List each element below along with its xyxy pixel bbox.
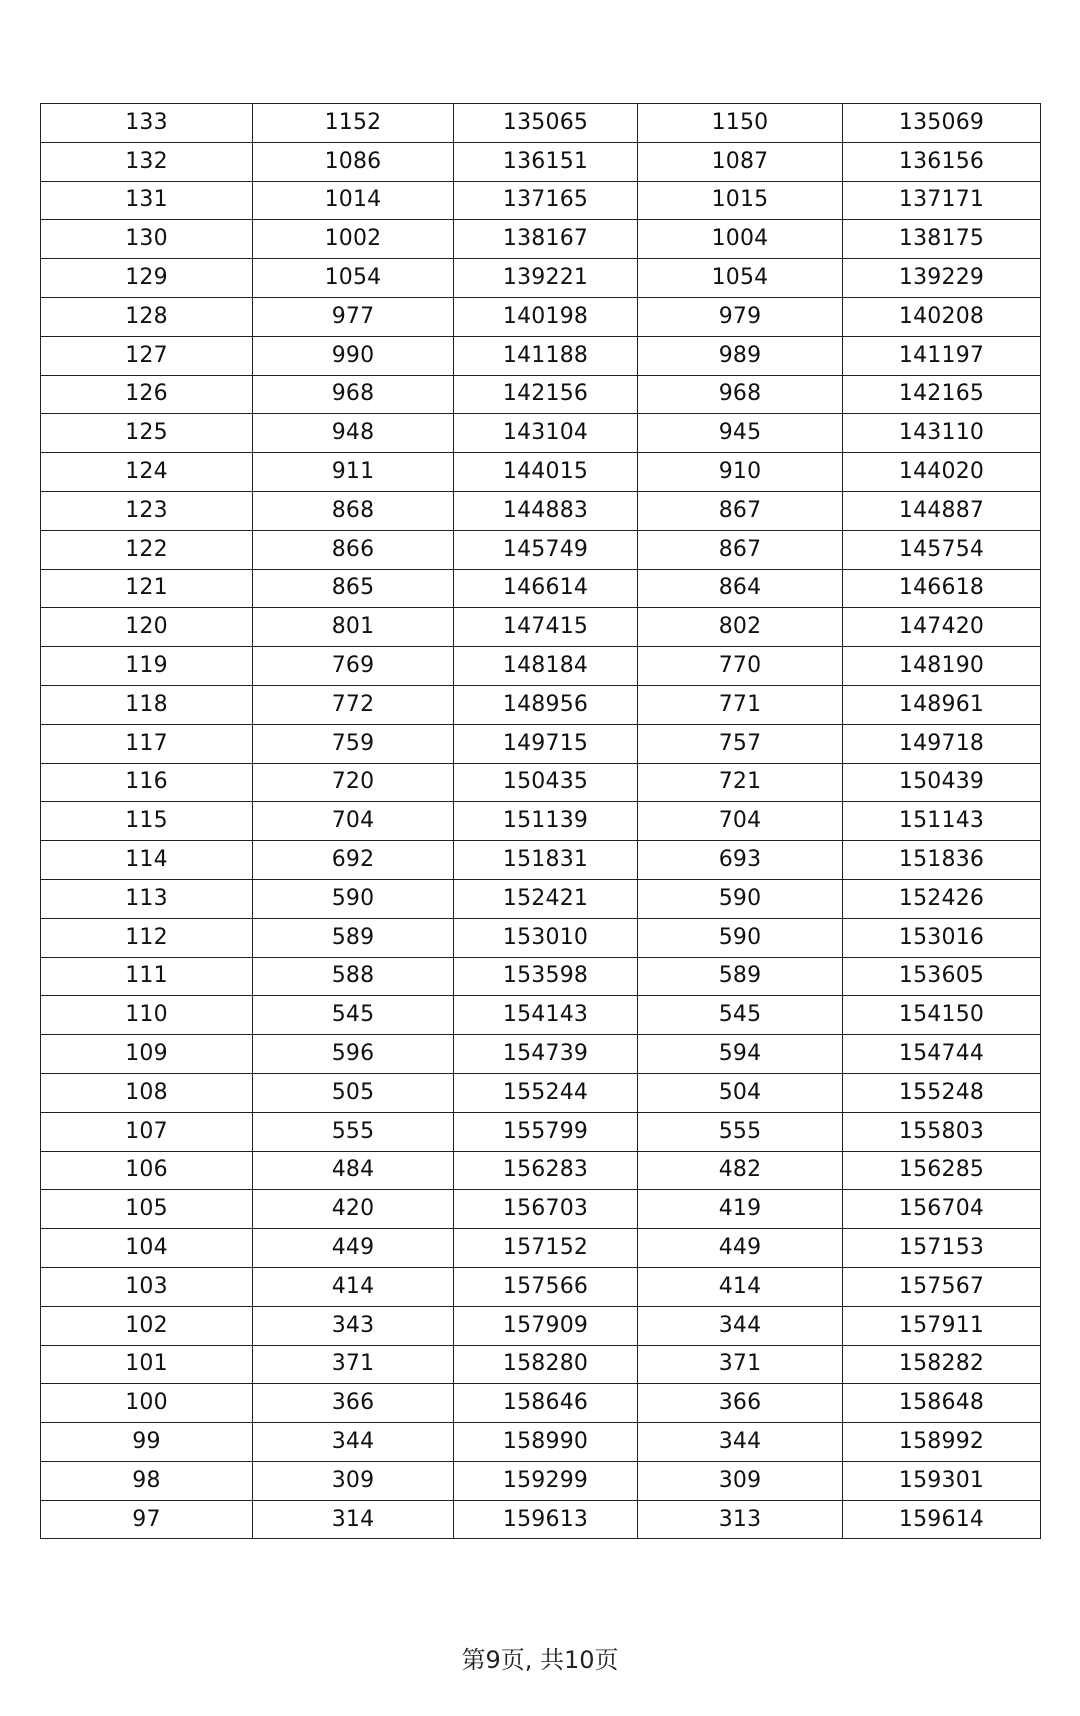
table-row xyxy=(41,569,1041,608)
cumulative-cell-2: 158992 xyxy=(843,1423,1041,1462)
count-cell: 1014 xyxy=(253,181,454,220)
count-cell: 589 xyxy=(253,918,454,957)
score-cell: 101 xyxy=(41,1345,253,1384)
cumulative-cell: 147415 xyxy=(454,608,638,647)
score-cell: 133 xyxy=(41,104,253,143)
cumulative-cell-2: 152426 xyxy=(843,879,1041,918)
score-cell: 99 xyxy=(41,1423,253,1462)
count-cell-2: 771 xyxy=(638,685,843,724)
cumulative-cell-2: 159301 xyxy=(843,1461,1041,1500)
cumulative-cell-2: 140208 xyxy=(843,297,1041,336)
count-cell: 948 xyxy=(253,414,454,453)
cumulative-cell-2: 151143 xyxy=(843,802,1041,841)
cumulative-cell: 139221 xyxy=(454,259,638,298)
cumulative-cell-2: 151836 xyxy=(843,841,1041,880)
score-cell: 122 xyxy=(41,530,253,569)
count-cell: 588 xyxy=(253,957,454,996)
table-row xyxy=(41,1112,1041,1151)
score-cell: 119 xyxy=(41,647,253,686)
count-cell: 868 xyxy=(253,491,454,530)
count-cell: 420 xyxy=(253,1190,454,1229)
cumulative-cell: 148956 xyxy=(454,685,638,724)
score-cell: 112 xyxy=(41,918,253,957)
table-row xyxy=(41,1345,1041,1384)
cumulative-cell-2: 154150 xyxy=(843,996,1041,1035)
cumulative-cell: 157566 xyxy=(454,1267,638,1306)
count-cell-2: 594 xyxy=(638,1035,843,1074)
count-cell: 596 xyxy=(253,1035,454,1074)
score-cell: 105 xyxy=(41,1190,253,1229)
table-row xyxy=(41,1035,1041,1074)
table-row xyxy=(41,1423,1041,1462)
count-cell: 371 xyxy=(253,1345,454,1384)
count-cell-2: 414 xyxy=(638,1267,843,1306)
score-cell: 114 xyxy=(41,841,253,880)
score-cell: 132 xyxy=(41,142,253,181)
count-cell-2: 1150 xyxy=(638,104,843,143)
count-cell: 801 xyxy=(253,608,454,647)
cumulative-cell: 158646 xyxy=(454,1384,638,1423)
count-cell: 968 xyxy=(253,375,454,414)
count-cell: 449 xyxy=(253,1229,454,1268)
count-cell: 366 xyxy=(253,1384,454,1423)
table-row xyxy=(41,142,1041,181)
table-row xyxy=(41,1461,1041,1500)
score-cell: 97 xyxy=(41,1500,253,1539)
score-table-body xyxy=(41,104,1041,1539)
table-row xyxy=(41,608,1041,647)
cumulative-cell: 137165 xyxy=(454,181,638,220)
count-cell-2: 721 xyxy=(638,763,843,802)
count-cell-2: 770 xyxy=(638,647,843,686)
score-cell: 126 xyxy=(41,375,253,414)
count-cell-2: 309 xyxy=(638,1461,843,1500)
score-cell: 125 xyxy=(41,414,253,453)
cumulative-cell: 155244 xyxy=(454,1073,638,1112)
cumulative-cell-2: 157153 xyxy=(843,1229,1041,1268)
cumulative-cell-2: 156704 xyxy=(843,1190,1041,1229)
count-cell-2: 366 xyxy=(638,1384,843,1423)
cumulative-cell-2: 155248 xyxy=(843,1073,1041,1112)
count-cell-2: 590 xyxy=(638,918,843,957)
table-row xyxy=(41,530,1041,569)
table-row xyxy=(41,181,1041,220)
cumulative-cell: 150435 xyxy=(454,763,638,802)
count-cell: 911 xyxy=(253,453,454,492)
cumulative-cell-2: 142165 xyxy=(843,375,1041,414)
count-cell-2: 371 xyxy=(638,1345,843,1384)
count-cell: 1054 xyxy=(253,259,454,298)
cumulative-cell: 151139 xyxy=(454,802,638,841)
table-row xyxy=(41,685,1041,724)
count-cell-2: 693 xyxy=(638,841,843,880)
count-cell: 990 xyxy=(253,336,454,375)
cumulative-cell-2: 157567 xyxy=(843,1267,1041,1306)
count-cell-2: 968 xyxy=(638,375,843,414)
cumulative-cell-2: 154744 xyxy=(843,1035,1041,1074)
cumulative-cell: 158990 xyxy=(454,1423,638,1462)
table-row xyxy=(41,104,1041,143)
cumulative-cell-2: 143110 xyxy=(843,414,1041,453)
cumulative-cell-2: 138175 xyxy=(843,220,1041,259)
count-cell: 590 xyxy=(253,879,454,918)
count-cell-2: 910 xyxy=(638,453,843,492)
cumulative-cell: 153010 xyxy=(454,918,638,957)
cumulative-cell-2: 141197 xyxy=(843,336,1041,375)
table-row xyxy=(41,841,1041,880)
cumulative-cell-2: 139229 xyxy=(843,259,1041,298)
cumulative-cell-2: 158648 xyxy=(843,1384,1041,1423)
table-row xyxy=(41,1229,1041,1268)
count-cell: 1086 xyxy=(253,142,454,181)
table-row xyxy=(41,1500,1041,1539)
score-cell: 106 xyxy=(41,1151,253,1190)
page-number-footer: 第9页, 共10页 xyxy=(461,1646,619,1674)
score-cell: 109 xyxy=(41,1035,253,1074)
count-cell-2: 945 xyxy=(638,414,843,453)
table-row xyxy=(41,957,1041,996)
cumulative-cell-2: 155803 xyxy=(843,1112,1041,1151)
count-cell-2: 419 xyxy=(638,1190,843,1229)
cumulative-cell-2: 135069 xyxy=(843,104,1041,143)
score-cell: 104 xyxy=(41,1229,253,1268)
count-cell: 545 xyxy=(253,996,454,1035)
cumulative-cell-2: 144887 xyxy=(843,491,1041,530)
cumulative-cell: 149715 xyxy=(454,724,638,763)
score-cell: 121 xyxy=(41,569,253,608)
count-cell-2: 757 xyxy=(638,724,843,763)
cumulative-cell: 140198 xyxy=(454,297,638,336)
count-cell-2: 482 xyxy=(638,1151,843,1190)
count-cell: 1002 xyxy=(253,220,454,259)
count-cell: 505 xyxy=(253,1073,454,1112)
score-cell: 128 xyxy=(41,297,253,336)
score-cell: 118 xyxy=(41,685,253,724)
cumulative-cell: 143104 xyxy=(454,414,638,453)
cumulative-cell: 151831 xyxy=(454,841,638,880)
cumulative-cell: 156703 xyxy=(454,1190,638,1229)
count-cell-2: 344 xyxy=(638,1423,843,1462)
cumulative-cell: 136151 xyxy=(454,142,638,181)
cumulative-cell-2: 153016 xyxy=(843,918,1041,957)
cumulative-cell: 154739 xyxy=(454,1035,638,1074)
table-row xyxy=(41,1306,1041,1345)
score-cell: 131 xyxy=(41,181,253,220)
table-row xyxy=(41,336,1041,375)
score-cell: 102 xyxy=(41,1306,253,1345)
table-row xyxy=(41,1267,1041,1306)
count-cell: 866 xyxy=(253,530,454,569)
table-row xyxy=(41,375,1041,414)
score-cell: 107 xyxy=(41,1112,253,1151)
table-row xyxy=(41,297,1041,336)
score-cell: 115 xyxy=(41,802,253,841)
count-cell: 759 xyxy=(253,724,454,763)
count-cell-2: 989 xyxy=(638,336,843,375)
count-cell-2: 979 xyxy=(638,297,843,336)
count-cell-2: 545 xyxy=(638,996,843,1035)
cumulative-cell: 156283 xyxy=(454,1151,638,1190)
cumulative-cell-2: 157911 xyxy=(843,1306,1041,1345)
score-cell: 127 xyxy=(41,336,253,375)
cumulative-cell-2: 144020 xyxy=(843,453,1041,492)
table-row xyxy=(41,220,1041,259)
score-cell: 124 xyxy=(41,453,253,492)
count-cell-2: 864 xyxy=(638,569,843,608)
count-cell: 344 xyxy=(253,1423,454,1462)
score-cell: 111 xyxy=(41,957,253,996)
cumulative-cell: 157152 xyxy=(454,1229,638,1268)
cumulative-cell: 152421 xyxy=(454,879,638,918)
score-cell: 113 xyxy=(41,879,253,918)
count-cell: 1152 xyxy=(253,104,454,143)
table-row xyxy=(41,918,1041,957)
score-cell: 110 xyxy=(41,996,253,1035)
score-cell: 103 xyxy=(41,1267,253,1306)
cumulative-cell: 157909 xyxy=(454,1306,638,1345)
cumulative-cell: 158280 xyxy=(454,1345,638,1384)
cumulative-cell: 141188 xyxy=(454,336,638,375)
count-cell-2: 704 xyxy=(638,802,843,841)
count-cell-2: 504 xyxy=(638,1073,843,1112)
count-cell-2: 867 xyxy=(638,491,843,530)
table-row xyxy=(41,763,1041,802)
cumulative-cell-2: 136156 xyxy=(843,142,1041,181)
cumulative-cell-2: 149718 xyxy=(843,724,1041,763)
score-cell: 117 xyxy=(41,724,253,763)
table-row xyxy=(41,647,1041,686)
score-cell: 116 xyxy=(41,763,253,802)
cumulative-cell-2: 159614 xyxy=(843,1500,1041,1539)
cumulative-cell-2: 148961 xyxy=(843,685,1041,724)
count-cell: 343 xyxy=(253,1306,454,1345)
count-cell: 484 xyxy=(253,1151,454,1190)
count-cell-2: 1004 xyxy=(638,220,843,259)
score-cell: 129 xyxy=(41,259,253,298)
table-row xyxy=(41,453,1041,492)
cumulative-cell: 135065 xyxy=(454,104,638,143)
cumulative-cell-2: 147420 xyxy=(843,608,1041,647)
table-row xyxy=(41,259,1041,298)
count-cell-2: 802 xyxy=(638,608,843,647)
count-cell-2: 1015 xyxy=(638,181,843,220)
count-cell: 555 xyxy=(253,1112,454,1151)
cumulative-cell: 155799 xyxy=(454,1112,638,1151)
count-cell-2: 313 xyxy=(638,1500,843,1539)
score-cell: 123 xyxy=(41,491,253,530)
count-cell: 309 xyxy=(253,1461,454,1500)
cumulative-cell-2: 137171 xyxy=(843,181,1041,220)
cumulative-cell-2: 150439 xyxy=(843,763,1041,802)
table-row xyxy=(41,1151,1041,1190)
cumulative-cell: 159299 xyxy=(454,1461,638,1500)
cumulative-cell: 146614 xyxy=(454,569,638,608)
table-row xyxy=(41,1384,1041,1423)
cumulative-cell: 159613 xyxy=(454,1500,638,1539)
table-row xyxy=(41,491,1041,530)
count-cell-2: 590 xyxy=(638,879,843,918)
cumulative-cell-2: 158282 xyxy=(843,1345,1041,1384)
count-cell-2: 867 xyxy=(638,530,843,569)
count-cell: 865 xyxy=(253,569,454,608)
cumulative-cell: 144883 xyxy=(454,491,638,530)
cumulative-cell: 148184 xyxy=(454,647,638,686)
count-cell: 769 xyxy=(253,647,454,686)
table-row xyxy=(41,802,1041,841)
count-cell: 704 xyxy=(253,802,454,841)
count-cell-2: 555 xyxy=(638,1112,843,1151)
cumulative-cell: 138167 xyxy=(454,220,638,259)
cumulative-cell-2: 153605 xyxy=(843,957,1041,996)
cumulative-cell-2: 156285 xyxy=(843,1151,1041,1190)
count-cell: 772 xyxy=(253,685,454,724)
count-cell-2: 589 xyxy=(638,957,843,996)
cumulative-cell: 142156 xyxy=(454,375,638,414)
score-cell: 120 xyxy=(41,608,253,647)
count-cell-2: 1087 xyxy=(638,142,843,181)
count-cell: 314 xyxy=(253,1500,454,1539)
cumulative-cell-2: 148190 xyxy=(843,647,1041,686)
count-cell: 692 xyxy=(253,841,454,880)
score-cell: 100 xyxy=(41,1384,253,1423)
score-table xyxy=(40,103,1041,1539)
table-row xyxy=(41,996,1041,1035)
score-cell: 108 xyxy=(41,1073,253,1112)
cumulative-cell: 153598 xyxy=(454,957,638,996)
table-row xyxy=(41,1073,1041,1112)
count-cell-2: 344 xyxy=(638,1306,843,1345)
count-cell-2: 1054 xyxy=(638,259,843,298)
count-cell: 977 xyxy=(253,297,454,336)
score-cell: 98 xyxy=(41,1461,253,1500)
table-row xyxy=(41,414,1041,453)
count-cell: 720 xyxy=(253,763,454,802)
cumulative-cell: 144015 xyxy=(454,453,638,492)
table-row xyxy=(41,1190,1041,1229)
count-cell-2: 449 xyxy=(638,1229,843,1268)
table-row xyxy=(41,724,1041,763)
score-cell: 130 xyxy=(41,220,253,259)
cumulative-cell: 145749 xyxy=(454,530,638,569)
cumulative-cell-2: 146618 xyxy=(843,569,1041,608)
cumulative-cell: 154143 xyxy=(454,996,638,1035)
count-cell: 414 xyxy=(253,1267,454,1306)
cumulative-cell-2: 145754 xyxy=(843,530,1041,569)
table-row xyxy=(41,879,1041,918)
